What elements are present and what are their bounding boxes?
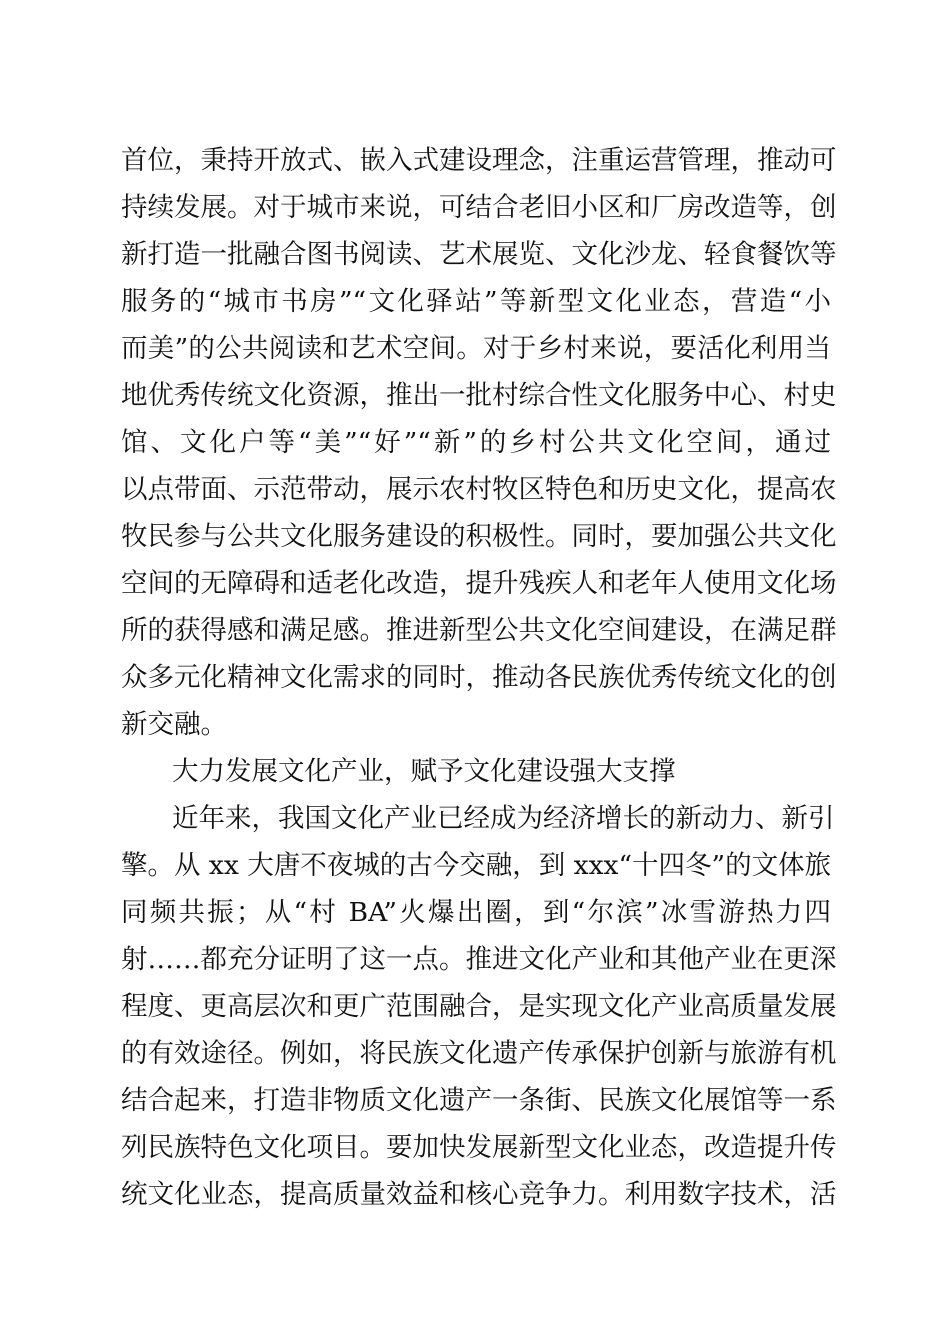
paragraph-1-line: 新交融。 [121, 709, 227, 740]
paragraph-2-line: 同频共振；从“村 BA”火爆出圈，到“尔滨”冰雪游热力四 [121, 897, 831, 928]
paragraph-1-line: 持续发展。对于城市来说，可结合老旧小区和厂房改造等，创 [121, 192, 837, 223]
paragraph-1-line: 服务的“城市书房”“文化驿站”等新型文化业态，营造“小 [121, 286, 831, 317]
paragraph-2-line: 擎。从 xx 大唐不夜城的古今交融，到 xxx“十四冬”的文体旅 [121, 850, 832, 881]
paragraph-1-line: 以点带面、示范带动，展示农村牧区特色和历史文化，提高农 [121, 474, 837, 505]
section-heading: 大力发展文化产业，赋予文化建设强大支撑 [172, 756, 676, 787]
paragraph-2-line: 程度、更高层次和更广范围融合，是实现文化产业高质量发展 [121, 991, 837, 1022]
paragraph-1-line: 众多元化精神文化需求的同时，推动各民族优秀传统文化的创 [121, 662, 837, 693]
paragraph-1-line: 所的获得感和满足感。推进新型公共文化空间建设，在满足群 [121, 615, 837, 646]
paragraph-1-line: 地优秀传统文化资源，推出一批村综合性文化服务中心、村史 [121, 380, 837, 411]
paragraph-2-line: 结合起来，打造非物质文化遗产一条街、民族文化展馆等一系 [121, 1085, 837, 1116]
paragraph-2-line: 列民族特色文化项目。要加快发展新型文化业态，改造提升传 [121, 1132, 837, 1163]
paragraph-1-line: 首位，秉持开放式、嵌入式建设理念，注重运营管理，推动可 [121, 145, 837, 176]
paragraph-2-line: 近年来，我国文化产业已经成为经济增长的新动力、新引 [172, 803, 835, 834]
paragraph-2-line: 统文化业态，提高质量效益和核心竞争力。利用数字技术，活 [121, 1179, 837, 1210]
paragraph-1-line: 牧民参与公共文化服务建设的积极性。同时，要加强公共文化 [121, 521, 837, 552]
paragraph-1-line: 新打造一批融合图书阅读、艺术展览、文化沙龙、轻食餐饮等 [121, 239, 837, 270]
paragraph-2-line: 的有效途径。例如，将民族文化遗产传承保护创新与旅游有机 [121, 1038, 837, 1069]
paragraph-1-line: 而美”的公共阅读和艺术空间。对于乡村来说，要活化利用当 [121, 333, 831, 364]
paragraph-2-line: 射……都充分证明了这一点。推进文化产业和其他产业在更深 [121, 944, 837, 975]
paragraph-1-line: 空间的无障碍和适老化改造，提升残疾人和老年人使用文化场 [121, 568, 837, 599]
paragraph-1-line: 馆、文化户等“美”“好”“新”的乡村公共文化空间，通过 [121, 427, 831, 458]
